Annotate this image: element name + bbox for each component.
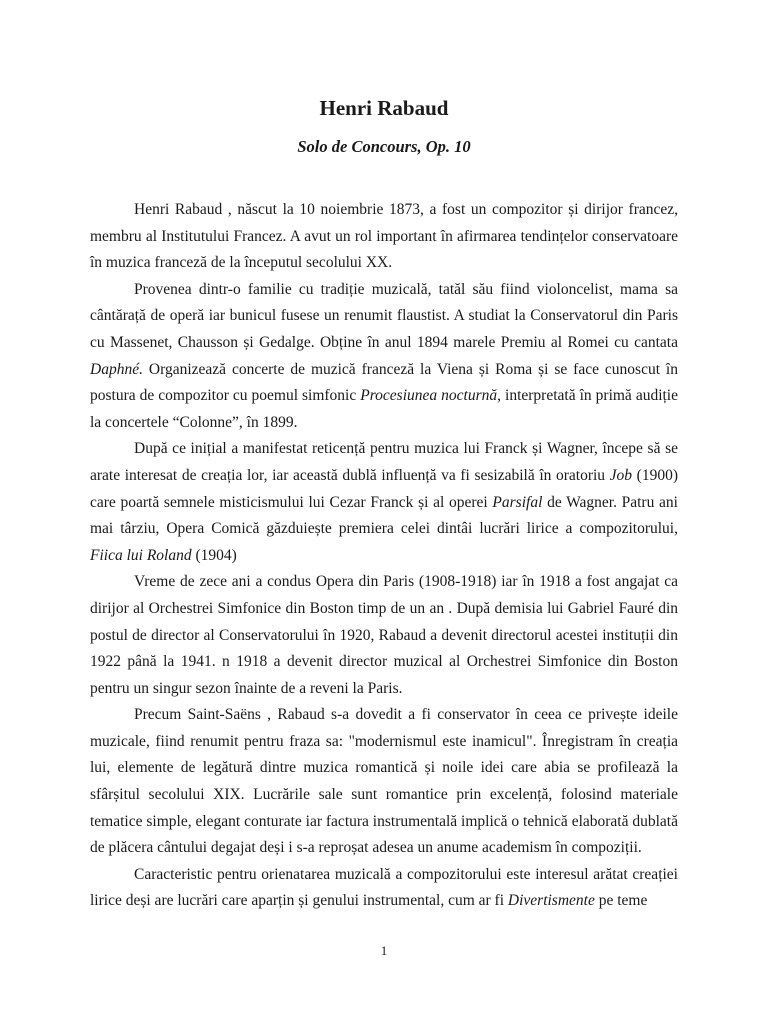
paragraph (90, 197, 678, 277)
text-run: pe teme (594, 892, 648, 910)
document-body (90, 197, 678, 915)
paragraph (90, 702, 678, 862)
text-run-italic: Fiica lui Roland (90, 546, 192, 564)
document-subtitle: Solo de Concours, Op. 10 (297, 137, 471, 156)
text-run: (1904) (191, 546, 237, 564)
text-run: Vreme de zece ani a condus Opera din Paris (1908-1918) iar în 1918 a fost angajat ca dirijor al Orchestrei Simfonice din Boston timp de un an . După demisia lui Gabriel Fauré din postul de director al Conservatorului în 1920, Rabaud a devenit directorul acestei instituții din 1922 până la 1941. n 1918 a devenit director muzical al Orchestrei Simfonice din Boston pentru un singur sezon înainte de a reveni la Paris. (90, 573, 678, 697)
text-run: Precum Saint-Saëns , Rabaud s-a dovedit a fi conservator în ceea ce privește ideile muzicale, fiind renumit pentru fraza sa: "modernismul este inamicul". Înregistram în creația lui, elemente de legătură dintre muzica romantică și noile idei care abia se profilează la sfârșitul secolului XIX. Lucrările sale sunt romantice prin excelență, folosind materiale tematice simple, elegant conturate iar factura instrumentală implică o tehnică elaborată dublată de plăcera cântului degajat deși i s-a reproșat adesea un anume academism în compoziții. (90, 706, 678, 857)
text-run-italic: Divertismente (507, 892, 595, 910)
text-run: , interpretată în primă audiție la concertele “Colonne”, în 1899. (90, 387, 678, 431)
paragraph (90, 436, 678, 569)
text-run-italic: Parsifal (492, 493, 543, 511)
text-run: Henri Rabaud , născut la 10 noiembrie 1873, a fost un compozitor și dirijor francez, membru al Institutului Francez. A avut un rol important în afirmarea tendințelor conservatoare în muzica franceză de la începutul secolului XX. (90, 201, 678, 272)
text-run: După ce inițial a manifestat reticență pentru muzica lui Franck și Wagner, începe să se arate interesat de creația lor, iar această dublă influență va fi sesizabilă în oratoriu (90, 440, 678, 484)
text-run-italic: Daphné. (90, 360, 143, 378)
text-run: Caracteristic pentru orienatarea muzicală a compozitorului este interesul arătat creației lirice deși are lucrări care aparțin și genului instrumental, cum ar fi (90, 865, 678, 910)
text-run-italic: Procesiunea nocturnă (360, 387, 498, 405)
page-number: 1 (380, 943, 388, 958)
text-run: (1900) care poartă semnele misticismului lui Cezar Franck și al operei (90, 466, 678, 511)
paragraph (90, 569, 678, 702)
paragraph (90, 277, 678, 437)
text-run: de Wagner. Patru ani mai târziu, Opera Comică găzduiește premiera celei dintâi lucrări lirice a compozitorului, (90, 493, 678, 538)
text-run: Provenea dintr-o familie cu tradiție muzicală, tatăl său fiind violoncelist, mama sa cântărață de operă iar bunicul fusese un renumit flaustist. A studiat la Conservatorul din Paris cu Massenet, Chausson și Gedalge. Obține în anul 1894 marele Premiu al Romei cu cantata (90, 280, 678, 351)
paragraph (90, 862, 678, 915)
text-run: Organizează concerte de muzică franceză la Viena și Roma și se face cunoscut în postura de compozitor cu poemul simfonic (90, 360, 678, 405)
text-run-italic: Job (609, 466, 633, 484)
document-title: Henri Rabaud (319, 96, 449, 120)
